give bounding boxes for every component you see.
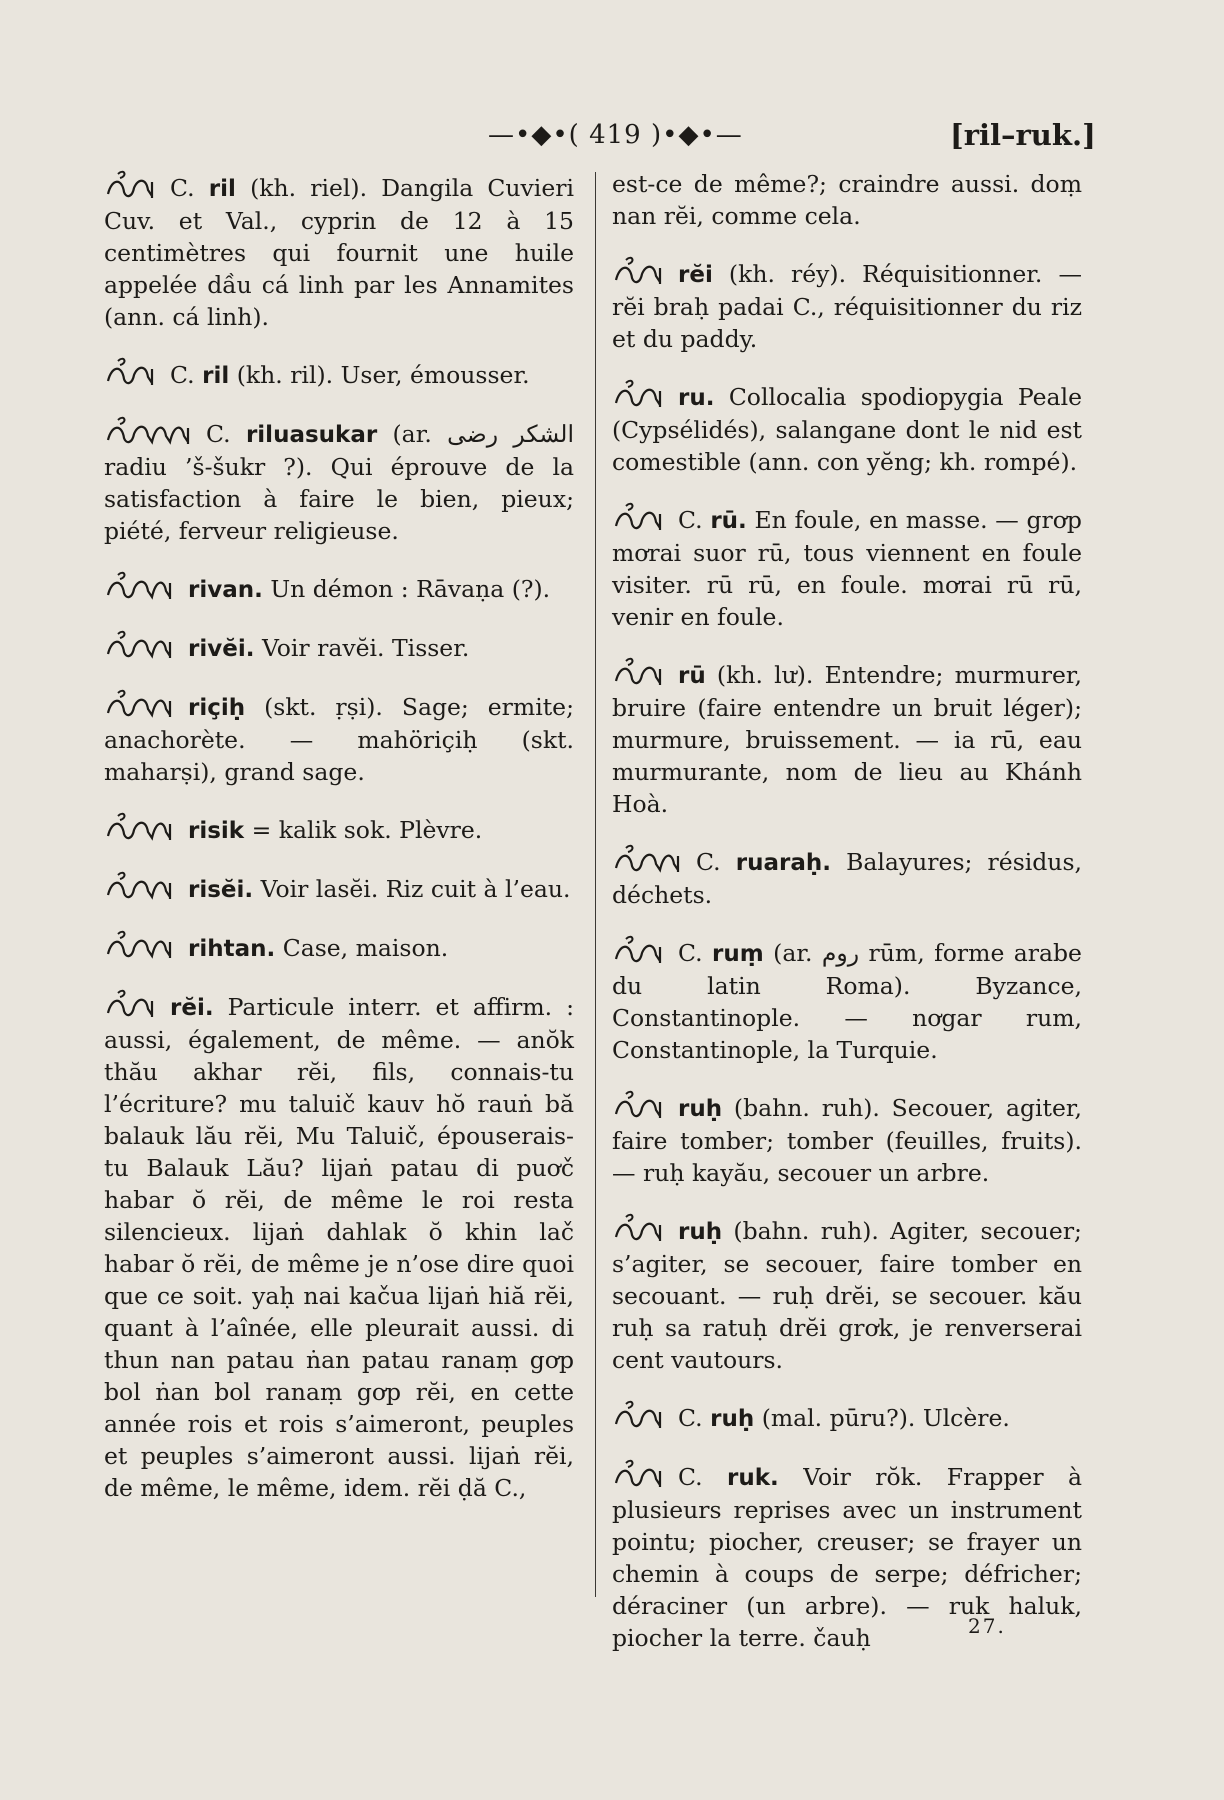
entry-headword: rihtan. — [188, 936, 276, 962]
entry-origin-marker: C. — [678, 1463, 703, 1491]
entry-definition: Un démon : Rāvaṇa (?). — [270, 575, 551, 603]
dictionary-entry — [104, 569, 574, 606]
dictionary-entry — [612, 933, 1082, 1066]
entry-headword: risik — [188, 818, 245, 844]
cham-script-icon — [104, 869, 180, 903]
entry-headword: rivan. — [188, 577, 263, 603]
entry-definition: Balayures; résidus, déchets. — [612, 848, 1082, 909]
entry-definition: (kh. lư). Entendre; murmurer, bruire (faire entendre un bruit léger); murmure, bruissement. — ia rū, eau murmurante, nom de lieu au Khánh Hoà. — [612, 661, 1082, 818]
cham-script-icon — [612, 842, 688, 876]
dictionary-entry — [612, 254, 1082, 355]
right-column — [612, 168, 1082, 1676]
cham-script-icon — [612, 1088, 670, 1122]
dictionary-entry — [612, 655, 1082, 820]
entry-headword: rĕi — [678, 262, 713, 288]
cham-script-icon — [612, 377, 670, 411]
left-column — [104, 168, 574, 1526]
cham-script-icon — [104, 928, 180, 962]
entry-headword: rĕi. — [170, 995, 214, 1021]
dictionary-entry — [104, 168, 574, 333]
entry-definition: (kh. ril). User, émousser. — [236, 361, 530, 389]
entry-headword: ruḥ — [710, 1406, 755, 1432]
entry-headword: rivĕi. — [188, 636, 255, 662]
entry-definition: (ar. روم rūm, forme arabe du latin Roma). Byzance, Constantinople. — nơgar rum, Constantinople, la Turquie. — [612, 939, 1082, 1064]
cham-script-icon — [612, 1211, 670, 1245]
dictionary-entry — [104, 414, 574, 547]
page-header — [0, 118, 1224, 168]
dictionary-entry — [104, 869, 574, 906]
entry-definition: En foule, en masse. — grơp mơrai suor rū, tous viennent en foule visiter. rū rū, en foule. mơrai rū rū, venir en foule. — [612, 506, 1082, 631]
entry-headword: ril — [208, 176, 236, 202]
cham-script-icon — [612, 254, 670, 288]
dictionary-entry — [612, 1088, 1082, 1189]
running-head: [ril–ruk.] — [950, 118, 1096, 152]
entry-headword: riluasukar — [245, 422, 378, 448]
dictionary-entry — [612, 168, 1082, 232]
dictionary-entry — [612, 1457, 1082, 1654]
cham-script-icon — [104, 628, 180, 662]
entry-origin-marker: C. — [678, 1404, 703, 1432]
page-number: —•◆•( 419 )•◆•— — [488, 120, 743, 150]
cham-script-icon — [612, 500, 670, 534]
entry-headword: rū. — [710, 508, 747, 534]
entry-headword: ruk. — [727, 1465, 779, 1491]
cham-script-icon — [612, 1457, 670, 1491]
cham-script-icon — [104, 810, 180, 844]
dictionary-entry — [104, 355, 574, 392]
dictionary-entry — [612, 842, 1082, 911]
entry-definition: est-ce de même?; craindre aussi. doṃ nan rĕi, comme cela. — [612, 170, 1082, 230]
entry-definition: Voir ravĕi. Tisser. — [261, 634, 470, 662]
cham-script-icon — [104, 687, 180, 721]
entry-definition: (skt. ṛṣi). Sage; ermite; anachorète. — mahöriçiḥ (skt. maharṣi), grand sage. — [104, 693, 574, 786]
signature-mark: 27. — [968, 1614, 1006, 1638]
entry-definition: (ar. الشكر رضى radiu ’š-šukr ?). Qui éprouve de la satisfaction à faire le bien, pieux; piété, ferveur religieuse. — [104, 420, 574, 545]
entry-headword: risĕi. — [188, 877, 254, 903]
entry-headword: ril — [202, 363, 230, 389]
column-divider — [595, 172, 596, 1597]
entry-definition: Collocalia spodiopygia Peale (Cypsélidés), salangane dont le nid est comestible (ann. con yĕng; kh. rompé). — [612, 383, 1082, 476]
cham-script-icon — [104, 355, 162, 389]
entry-definition: (bahn. ruh). Secouer, agiter, faire tomber; tomber (feuilles, fruits). — ruḥ kayău, secouer un arbre. — [612, 1094, 1082, 1187]
cham-script-icon — [104, 987, 162, 1021]
entry-origin-marker: C. — [206, 420, 231, 448]
dictionary-entry — [104, 628, 574, 665]
dictionary-entry — [612, 1398, 1082, 1435]
entry-origin-marker: C. — [678, 939, 703, 967]
entry-definition: Voir rŏk. Frapper à plusieurs reprises avec un instrument pointu; piocher, creuser; se frayer un chemin à coups de serpe; défricher; déraciner (un arbre). — ruk haluk, piocher la terre. čauḥ — [612, 1463, 1082, 1652]
entry-headword: ruaraḥ. — [735, 850, 831, 876]
dictionary-entry — [104, 810, 574, 847]
dictionary-entry — [104, 987, 574, 1504]
cham-script-icon — [104, 569, 180, 603]
dictionary-entry — [612, 500, 1082, 633]
entry-headword: riçiḥ — [188, 695, 246, 721]
dictionary-entry — [612, 1211, 1082, 1376]
dictionary-entry — [104, 928, 574, 965]
cham-script-icon — [612, 933, 670, 967]
entry-definition: (kh. riel). Dangila Cuvieri Cuv. et Val., cyprin de 12 à 15 centimètres qui fournit une huile appelée dầu cá linh par les Annamites (ann. cá linh). — [104, 174, 574, 331]
entry-headword: ruḥ — [678, 1219, 723, 1245]
cham-script-icon — [104, 168, 162, 202]
entry-definition: (kh. réy). Réquisitionner. — rĕi braḥ padai C., réquisitionner du riz et du paddy. — [612, 260, 1082, 353]
cham-script-icon — [612, 655, 670, 689]
entry-origin-marker: C. — [678, 506, 703, 534]
cham-script-icon — [104, 414, 198, 448]
cham-script-icon — [612, 1398, 670, 1432]
entry-definition: Case, maison. — [282, 934, 449, 962]
entry-definition: (bahn. ruh). Agiter, secouer; s’agiter, se secouer, faire tomber en secouant. — ruḥ drĕi, se secouer. kău ruḥ sa ratuḥ drĕi grơk, je renverserai cent vautours. — [612, 1217, 1082, 1374]
entry-origin-marker: C. — [696, 848, 721, 876]
entry-origin-marker: C. — [170, 174, 195, 202]
entry-headword: ruṃ — [712, 941, 764, 967]
entry-definition: Particule interr. et affirm. : aussi, également, de même. — anŏk thău akhar rĕi, fils, connais-tu l’écriture? mu taluič kauv hŏ rauṅ bă balauk lău rĕi, Mu Taluič, épouserais-tu Balauk Lău? lijaṅ patau di puơč habar ŏ rĕi, de même le roi resta silencieux. lijaṅ dahlak ŏ khin lač habar ŏ rĕi, de même je n’ose dire quoi que ce soit. yaḥ nai kačua lijaṅ hiă rĕi, quant à l’aînée, elle pleurait aussi. di thun nan patau ṅan patau ranaṃ gơp bol ṅan bol ranaṃ gơp rĕi, en cette année rois et rois s’aimeront, peuples et peuples s’aimeront aussi. lijaṅ rĕi, de même, le même, idem. rĕi ḍă C., — [104, 993, 574, 1502]
dictionary-entry — [104, 687, 574, 788]
entry-definition: (mal. pūru?). Ulcère. — [761, 1404, 1010, 1432]
entry-headword: rū — [678, 663, 706, 689]
entry-definition: = kalik sok. Plèvre. — [251, 816, 483, 844]
dictionary-entry — [612, 377, 1082, 478]
entry-headword: ru. — [678, 385, 715, 411]
entry-definition: Voir lasĕi. Riz cuit à l’eau. — [260, 875, 571, 903]
entry-origin-marker: C. — [170, 361, 195, 389]
entry-headword: ruḥ — [678, 1096, 723, 1122]
